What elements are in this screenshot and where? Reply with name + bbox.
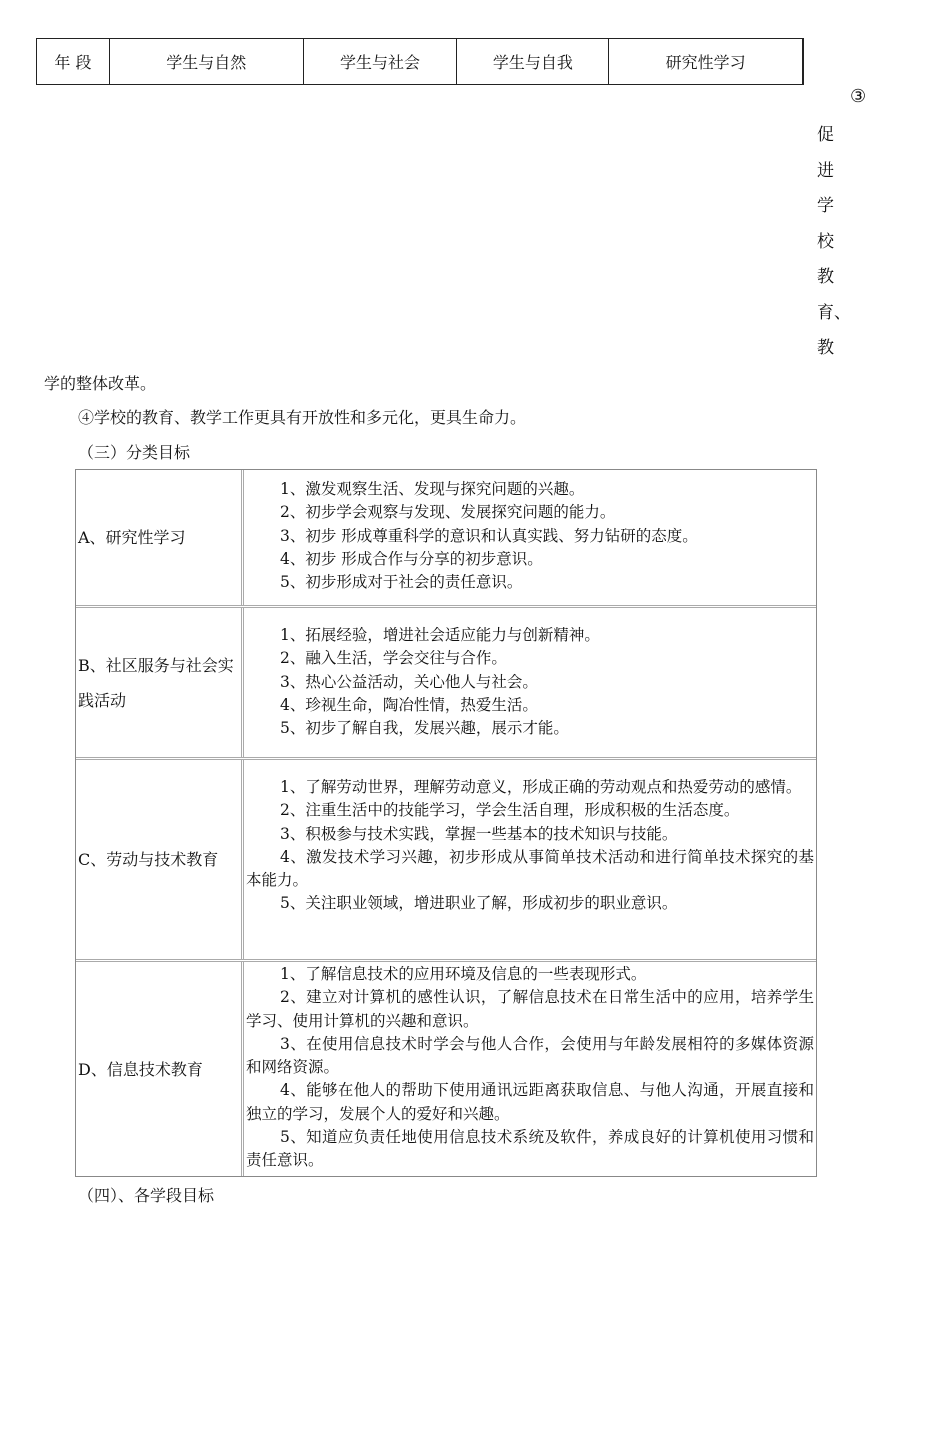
header-cell-society: 学生与社会: [304, 39, 458, 84]
vertical-char: 进: [817, 160, 834, 181]
vertical-char: 促: [817, 125, 834, 145]
vertical-char: 教: [817, 338, 834, 358]
goal-item: 1、了解信息技术的应用环境及信息的一些表现形式。: [280, 965, 647, 983]
goal-item: 3、初步 形成尊重科学的意识和认真实践、努力钻研的态度。: [280, 526, 698, 545]
header-cell-stage: 年 段: [37, 39, 110, 84]
goal-row-a: [76, 470, 816, 608]
goal-item: 5、初步形成对于社会的责任意识。: [280, 573, 523, 592]
goal-item: 5、知道应负责任地使用信息技术系统及软件，养成良好的计算机使用习惯和责任意识。: [246, 1128, 814, 1170]
goal-category: B、社区服务与社会实践活动: [76, 608, 244, 757]
goal-items: [244, 962, 816, 1176]
goal-item: 4、激发技术学习兴趣，初步形成从事简单技术活动和进行简单技术探究的基本能力。: [246, 847, 814, 890]
goal-item: 2、融入生活，学会交往与合作。: [280, 649, 507, 668]
stage-header-table: [36, 38, 804, 85]
vertical-char: 学: [817, 196, 834, 216]
vertical-char: 校: [817, 231, 834, 252]
goal-items: [244, 608, 816, 757]
goal-item: 3、在使用信息技术时学会与他人合作，会使用与年龄发展相符的多媒体资源和网络资源。: [246, 1034, 814, 1077]
goal-row-d: [76, 962, 816, 1176]
goal-item: 3、热心公益活动，关心他人与社会。: [280, 672, 538, 691]
goal-item: 2、初步学会观察与发现、发展探究问题的能力。: [280, 503, 616, 522]
list-marker-3: ③: [850, 86, 867, 107]
vertical-text: [817, 118, 857, 367]
goal-row-c: [76, 760, 816, 962]
goal-row-b: [76, 608, 816, 760]
classified-goals-table: [75, 469, 817, 1177]
section-heading-3: （三）分类目标: [78, 443, 191, 462]
vertical-char: 育、: [817, 302, 851, 323]
paragraph-point-4: ④学校的教育、教学工作更具有开放性和多元化，更具生命力。: [78, 408, 527, 427]
goal-item: 4、初步 形成合作与分享的初步意识。: [280, 549, 543, 568]
goal-item: 2、建立对计算机的感性认识，了解信息技术在日常生活中的应用，培养学生学习、使用计算机的兴趣和意识。: [246, 988, 814, 1030]
goal-item: 1、激发观察生活、发现与探究问题的兴趣。: [280, 480, 585, 498]
goal-items: [244, 470, 816, 605]
goal-item: 4、珍视生命，陶冶性情，热爱生活。: [280, 695, 538, 714]
goal-item: 2、注重生活中的技能学习，学会生活自理，形成积极的生活态度。: [280, 801, 740, 820]
goal-items: [244, 760, 816, 959]
goal-item: 1、了解劳动世界，理解劳动意义，形成正确的劳动观点和热爱劳动的感情。: [280, 778, 802, 796]
goal-item: 5、初步了解自我，发展兴趣，展示才能。: [280, 719, 569, 738]
goal-category: C、劳动与技术教育: [76, 760, 244, 959]
goal-item: 5、关注职业领域，增进职业了解，形成初步的职业意识。: [280, 894, 678, 913]
goal-item: 3、积极参与技术实践，掌握一些基本的技术知识与技能。: [280, 824, 678, 843]
paragraph-continuation: 学的整体改革。: [44, 374, 157, 393]
vertical-char: 教: [817, 267, 834, 287]
goal-item: 4、能够在他人的帮助下使用通讯远距离获取信息、与他人沟通，开展直接和独立的学习，发展个人的爱好和兴趣。: [246, 1081, 814, 1123]
goal-item: 1、拓展经验，增进社会适应能力与创新精神。: [280, 626, 600, 644]
header-cell-nature: 学生与自然: [110, 39, 304, 84]
goal-category: D、信息技术教育: [76, 962, 244, 1176]
header-cell-research: 研究性学习: [665, 53, 746, 72]
header-cell-self: 学生与自我: [457, 39, 609, 84]
section-heading-4: （四）、各学段目标: [78, 1186, 215, 1205]
goal-category: A、研究性学习: [76, 470, 244, 605]
